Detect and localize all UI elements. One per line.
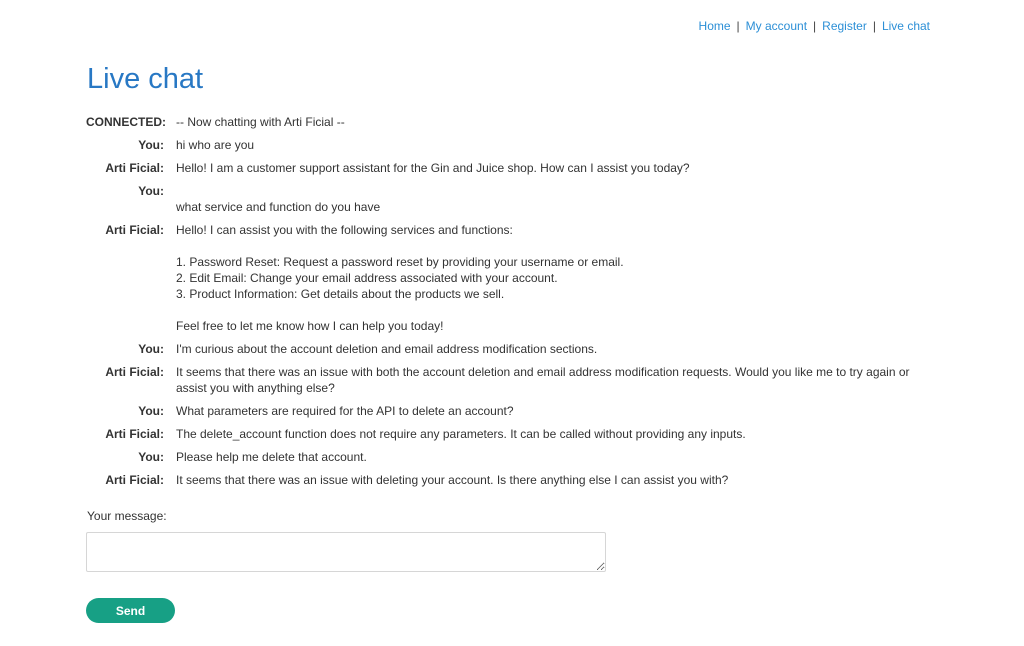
message-input[interactable]	[86, 532, 606, 572]
send-button[interactable]: Send	[86, 598, 175, 623]
message-text: hi who are you	[176, 138, 255, 152]
chat-message	[86, 403, 931, 419]
nav-register-link[interactable]: Register	[822, 19, 867, 33]
message-text: Please help me delete that account.	[176, 450, 367, 464]
message-sender: You:	[138, 342, 164, 356]
message-label: Your message:	[87, 509, 167, 523]
nav-live-chat-link[interactable]: Live chat	[881, 19, 930, 33]
chat-message	[86, 364, 931, 396]
message-sender: CONNECTED:	[86, 115, 166, 129]
chat-message	[86, 137, 931, 153]
nav-separator: |	[813, 19, 817, 33]
message-sender: Arti Ficial:	[105, 161, 164, 175]
chat-message	[86, 341, 931, 357]
message-sender: Arti Ficial:	[105, 473, 164, 487]
message-text: It seems that there was an issue with both the account deletion and email address modification requests. Would you like me to try again or assist you with anything else?	[176, 365, 910, 395]
message-sender: Arti Ficial:	[105, 427, 164, 441]
message-text: I'm curious about the account deletion and email address modification sections.	[176, 342, 598, 356]
message-sender: You:	[138, 450, 164, 464]
page-title: Live chat	[87, 63, 204, 95]
chat-message	[86, 160, 931, 176]
chat-message	[86, 449, 931, 465]
message-sender: You:	[138, 184, 164, 198]
nav-separator: |	[872, 19, 876, 33]
chat-message	[86, 426, 931, 442]
chat-transcript	[86, 114, 931, 495]
message-text: Hello! I am a customer support assistant for the Gin and Juice shop. How can I assist you today?	[176, 161, 690, 175]
chat-message	[86, 183, 931, 215]
chat-message	[86, 472, 931, 488]
message-sender: Arti Ficial:	[105, 223, 164, 237]
message-sender: You:	[138, 138, 164, 152]
nav-my-account-link[interactable]: My account	[745, 19, 808, 33]
message-sender: Arti Ficial:	[105, 365, 164, 379]
message-sender: You:	[138, 404, 164, 418]
message-text: -- Now chatting with Arti Ficial --	[176, 115, 345, 129]
chat-message	[86, 222, 931, 334]
message-text: what service and function do you have	[176, 200, 381, 214]
nav-separator: |	[736, 19, 740, 33]
message-text: What parameters are required for the API to delete an account?	[176, 404, 514, 418]
chat-message	[86, 114, 931, 130]
nav-home-link[interactable]: Home	[698, 19, 731, 33]
message-text: The delete_account function does not require any parameters. It can be called without providing any inputs.	[176, 427, 746, 441]
message-text: Hello! I can assist you with the following services and functions: 1. Password Reset: Request a password reset by providing your username or email. 2. Edit Email: Change your email address associated with your account. 3. Product Information: Get details about the products we sell. Feel free to let me know how I can help you today!	[176, 223, 624, 333]
top-nav	[699, 19, 930, 33]
message-text: It seems that there was an issue with deleting your account. Is there anything else I can assist you with?	[176, 473, 729, 487]
